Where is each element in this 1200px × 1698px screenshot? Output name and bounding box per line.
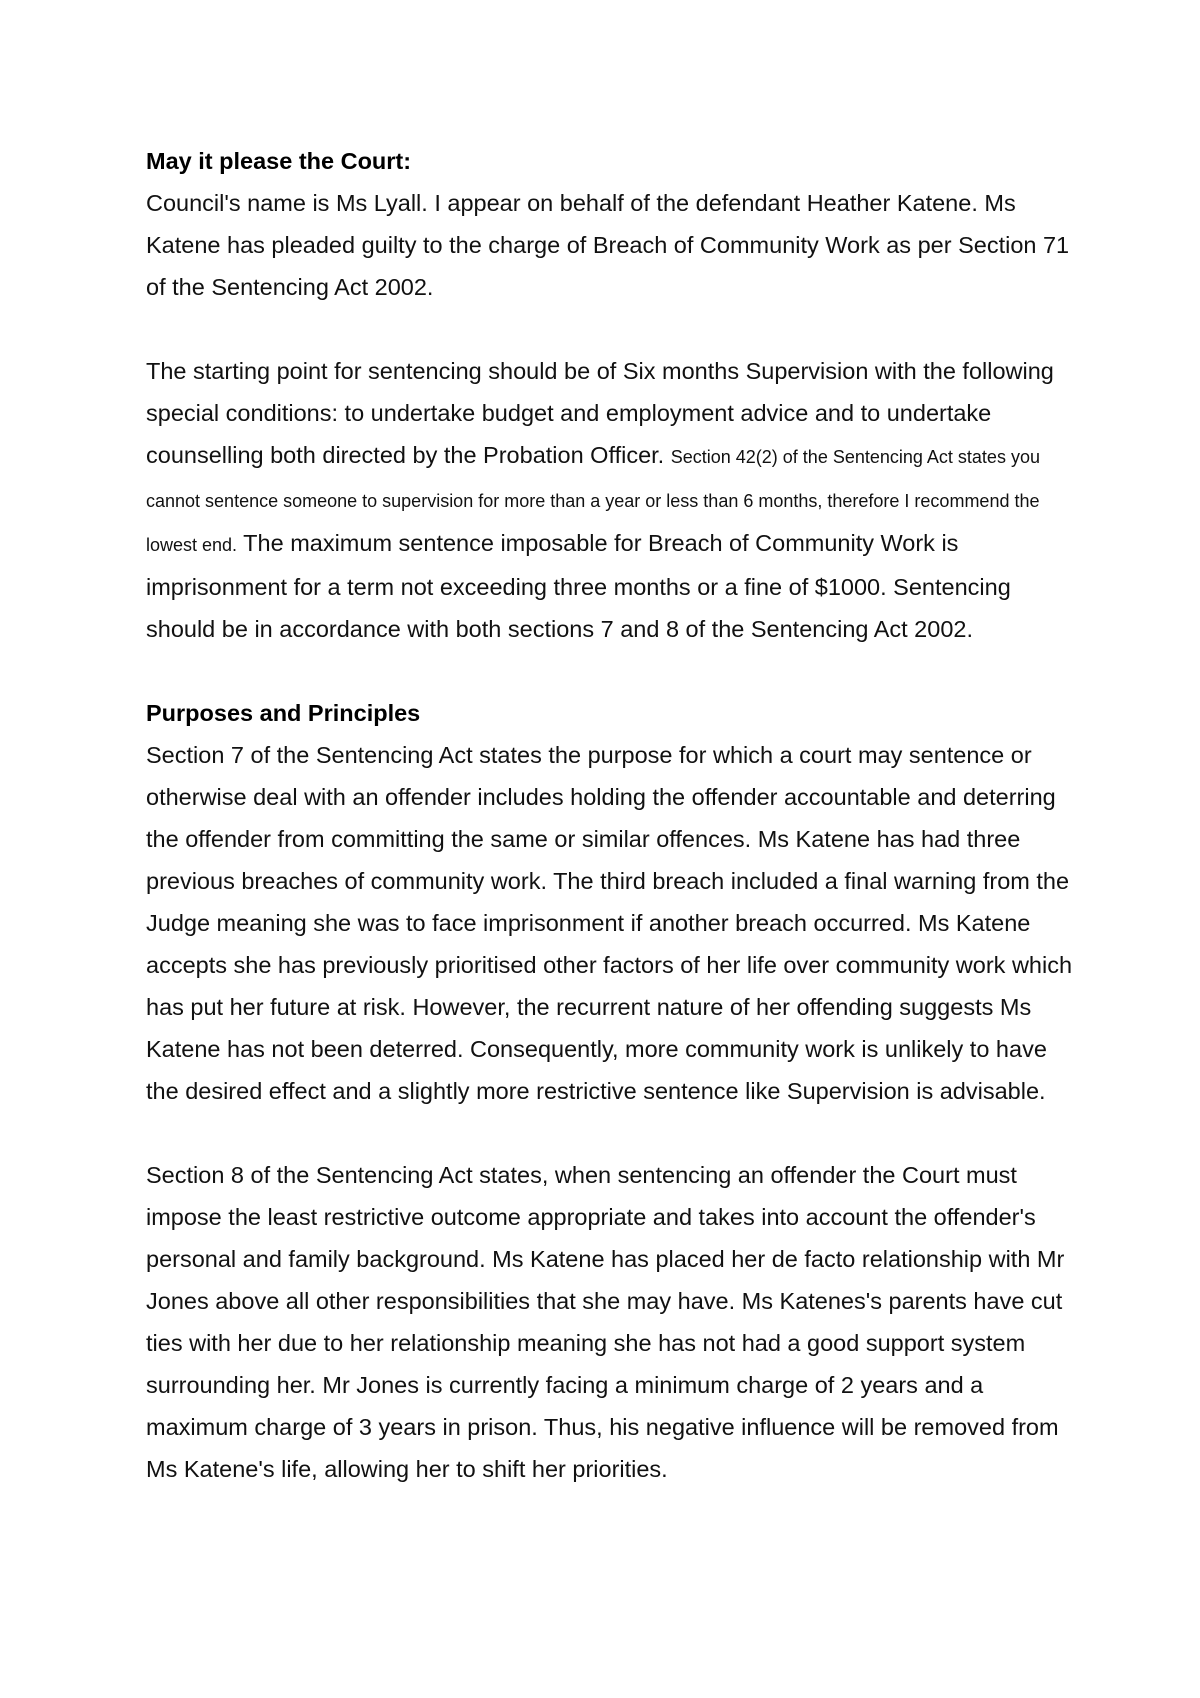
section-8-text: Section 8 of the Sentencing Act states, when sentencing an offender the Court must impose the least restrictive outcome appropriate and takes into account the offender's personal and family background. Ms Katene has placed her de facto relationship with Mr Jones above all other responsibilities that she may have. Ms Katenes's parents have cut ties with her due to her relationship meaning she has not had a good support system surrounding her. Mr Jones is currently facing a minimum charge of 2 years and a maximum charge of 3 years in prison. Thus, his negative influence will be removed from Ms Katene's life, allowing her to shift her priorities. — [146, 1162, 1065, 1482]
intro-text: Council's name is Ms Lyall. I appear on behalf of the defendant Heather Katene. Ms Katene has pleaded guilty to the charge of Breach of Community Work as per Section 71 of the Sentencing Act 2002. — [146, 190, 1070, 300]
maximum-sentence-text: The maximum sentence imposable for Breach of Community Work is imprisonment for a term not exceeding three months or a fine of $1000. Sentencing should be in accordance with both sections 7 and 8 of the Sentencing Act 2002. — [146, 530, 1011, 642]
section-42-note: Section 42(2) of the Sentencing Act states you cannot sentence someone to supervision for more than a year or less than 6 months, therefore I recommend the lowest end. — [146, 447, 1040, 555]
intro-paragraph — [146, 140, 1076, 308]
purposes-text: Section 7 of the Sentencing Act states the purpose for which a court may sentence or otherwise deal with an offender includes holding the offender accountable and deterring the offender from committing the same or similar offences. Ms Katene has had three previous breaches of community work. The third breach included a final warning from the Judge meaning she was to face imprisonment if another breach occurred. Ms Katene accepts she has previously prioritised other factors of her life over community work which has put her future at risk. However, the recurrent nature of her offending suggests Ms Katene has not been deterred. Consequently, more community work is unlikely to have the desired effect and a slightly more restrictive sentence like Supervision is advisable. — [146, 742, 1073, 1104]
intro-heading: May it please the Court: — [146, 148, 412, 174]
document-body — [146, 140, 1076, 1532]
starting-point-paragraph — [146, 350, 1076, 650]
starting-point-text: The starting point for sentencing should be of Six months Supervision with the following special conditions: to undertake budget and employment advice and to undertake counselling both directed by the Probation Officer. — [146, 358, 1054, 468]
purposes-paragraph — [146, 692, 1076, 1112]
section-8-paragraph — [146, 1154, 1076, 1490]
purposes-heading: Purposes and Principles — [146, 700, 421, 726]
